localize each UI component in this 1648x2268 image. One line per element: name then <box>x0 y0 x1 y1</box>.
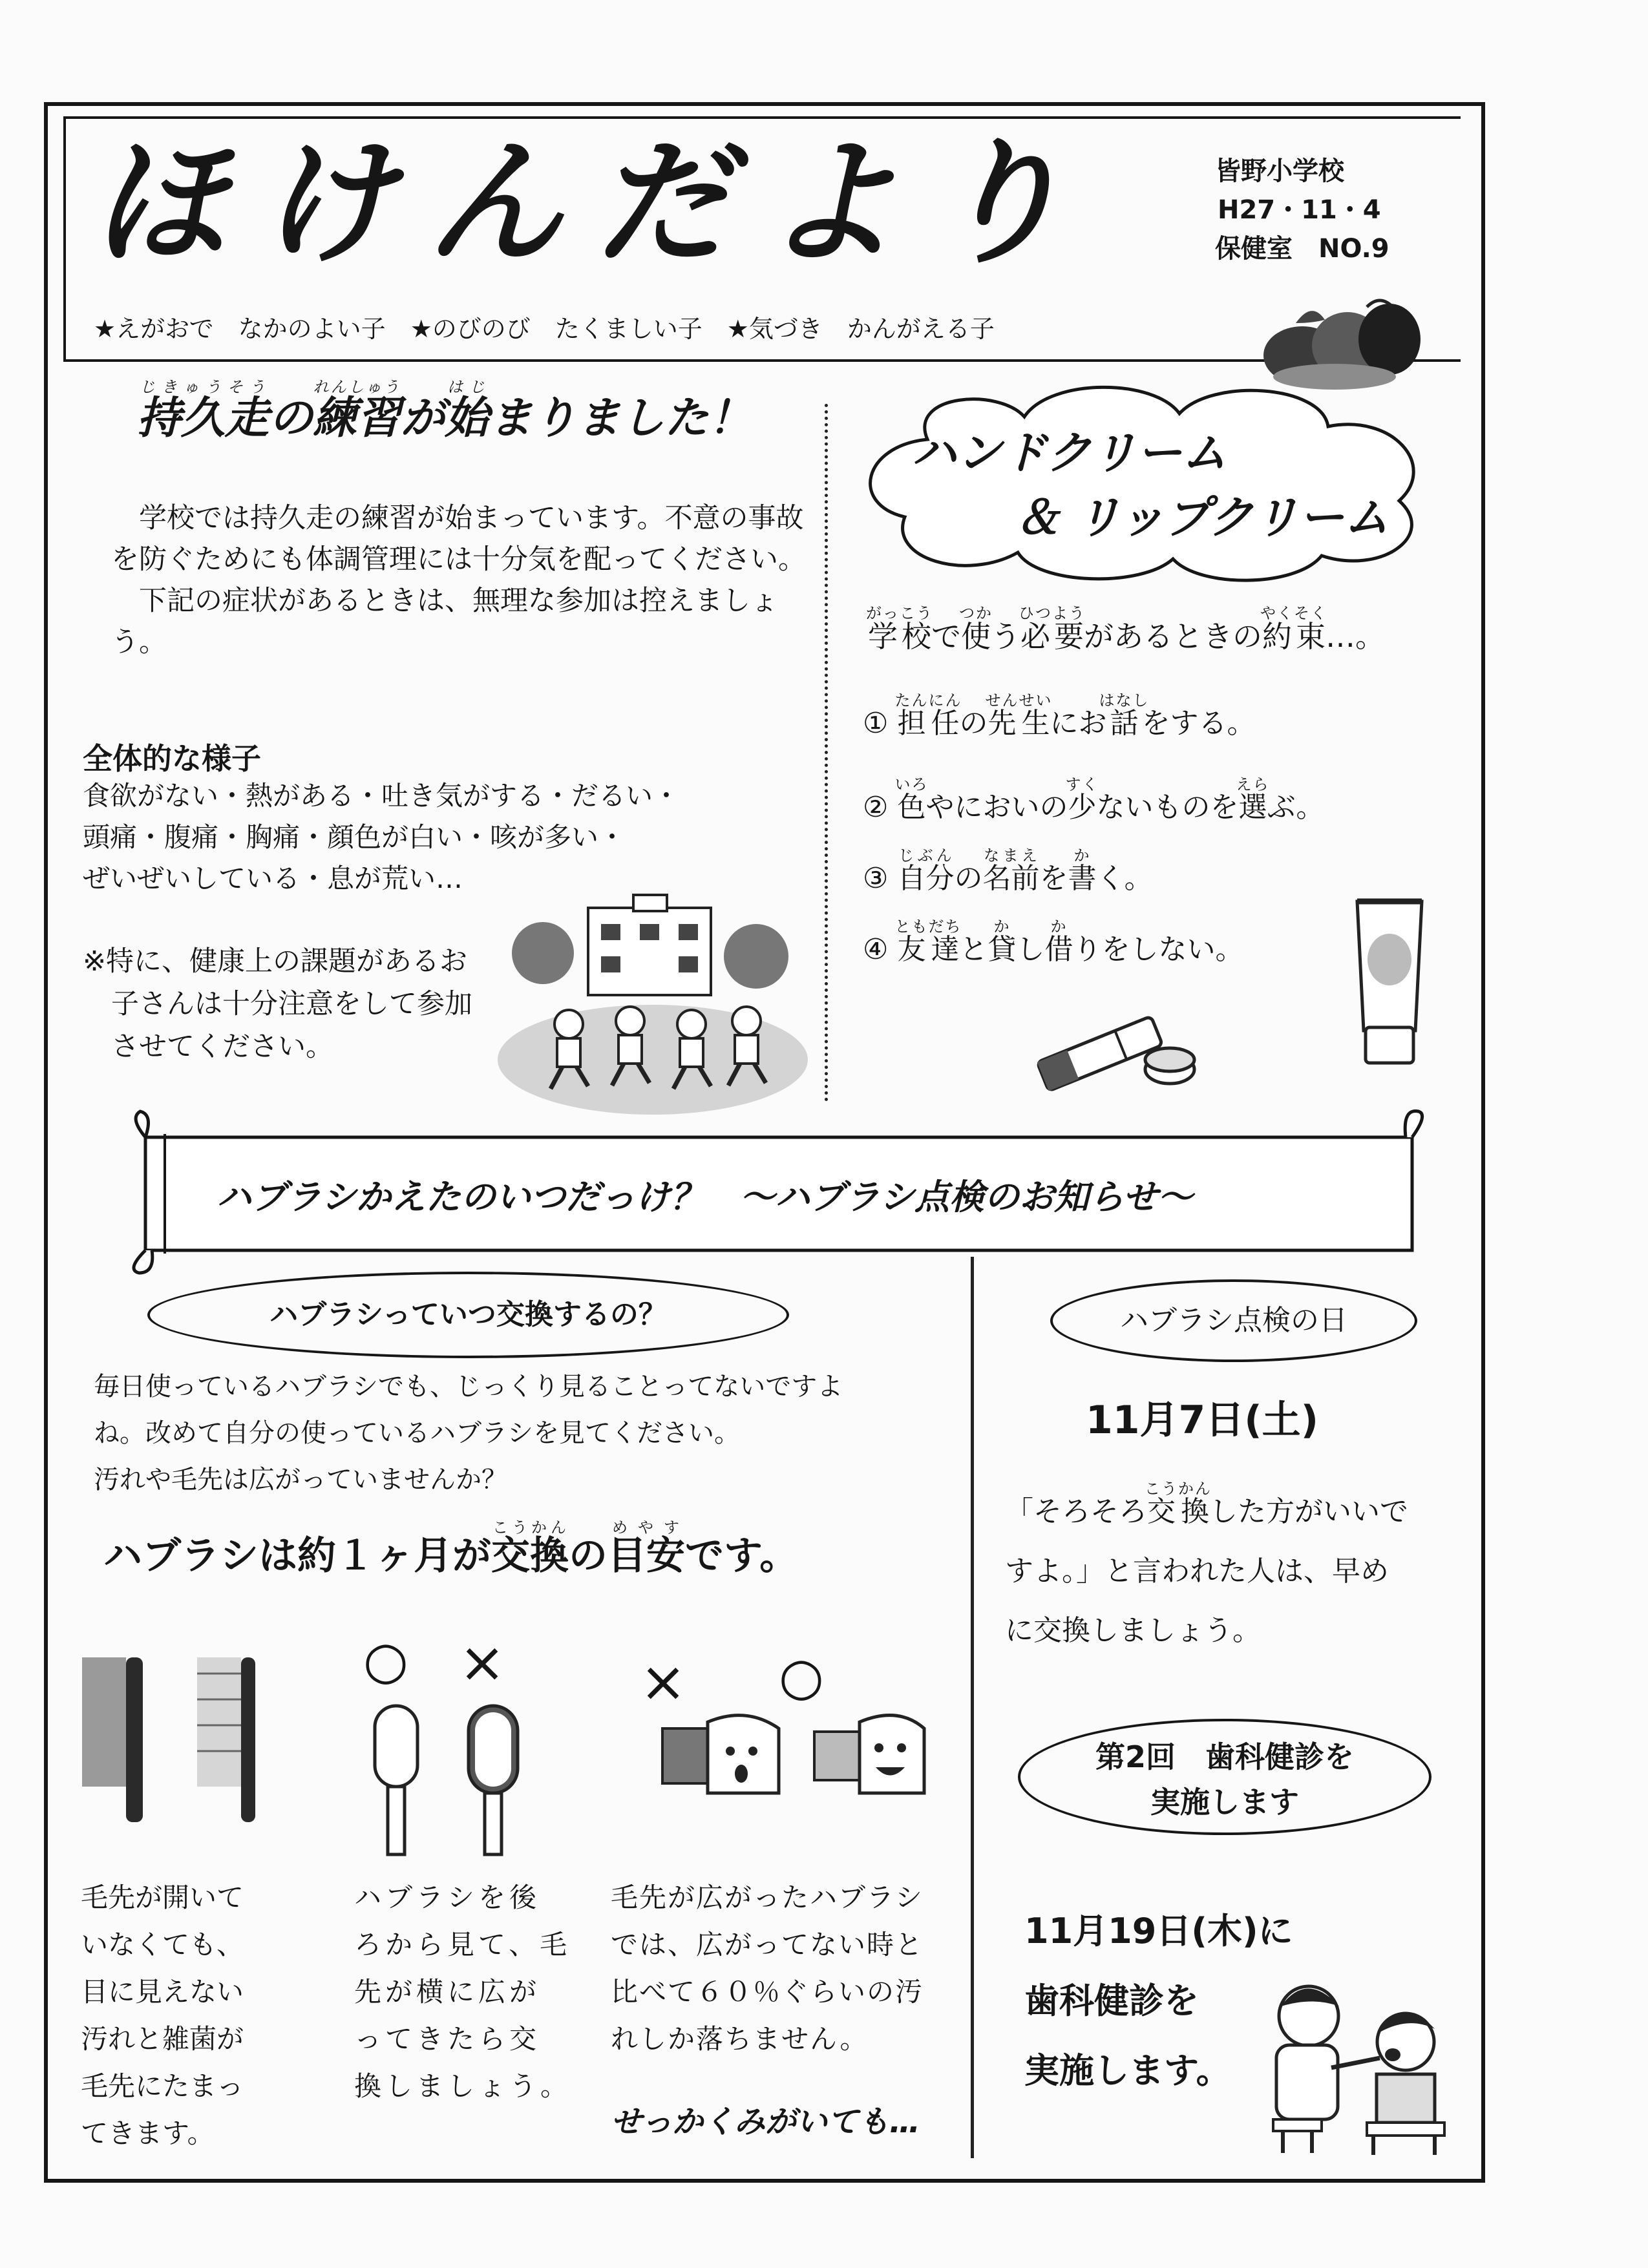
intro-line: 汚れや毛先は広がっていませんか？ <box>94 1465 507 1495</box>
lip-cream-illustration <box>1031 998 1199 1095</box>
mark-ng-back-view: × <box>459 1630 506 1695</box>
toothbrush-question-oval: ハブラシっていつ交換するの？ <box>147 1272 789 1358</box>
dentist-checkup-illustration <box>1260 1977 1448 2158</box>
dental-oval-line: 第2回 歯科健診を <box>1095 1739 1354 1774</box>
ruby-word: 使つか <box>959 604 993 654</box>
issue-date: H27・11・4 <box>1218 195 1381 225</box>
dental-checkup-text <box>1024 1896 1293 2106</box>
cloud-title-line1: ハンドクリーム <box>911 426 1227 479</box>
col2-line: ハブラシを後 <box>354 1882 541 1913</box>
dental-line: 実施します。 <box>1024 2050 1231 2091</box>
ruby-word: 話はなし <box>1099 691 1150 740</box>
newsletter-title: ほけんだより <box>90 124 1099 282</box>
col3-line: では、広がってない時と <box>611 1929 924 1960</box>
col1-line: てきます。 <box>81 2117 215 2149</box>
symptoms-list <box>83 775 680 899</box>
cream-rule-item: ④ 友達ともだちと貸かし借かりをしない。 <box>863 918 1244 966</box>
fruit-basket-illustration <box>1257 294 1425 391</box>
dental-oval-line: 実施します <box>1150 1785 1299 1820</box>
ruby-word: 交換こうかん <box>1145 1480 1212 1528</box>
column-divider-bottom <box>971 1257 974 2158</box>
ruby-word: 少すく <box>1065 775 1099 824</box>
col3-line: 毛先が広がったハブラシ <box>611 1882 924 1913</box>
inspection-text <box>1005 1480 1408 1661</box>
intro-line: ね。改めて自分の使っているハブラシを見てください。 <box>94 1418 740 1448</box>
rule-number: ③ <box>863 862 889 895</box>
rule-number: ② <box>863 791 889 824</box>
inspection-line: すよ。」と言われた人は、早め <box>1005 1555 1389 1588</box>
hand-cream-tube-illustration <box>1347 898 1431 1069</box>
ruby-word: 約束やくそく <box>1260 604 1327 654</box>
inspection-line: に交換しましょう。 <box>1005 1614 1261 1647</box>
toothbrush-back-view-illustration <box>368 1703 540 1858</box>
ruby-word: 自分じぶん <box>897 846 955 895</box>
col3-line: 比べて６０％ぐらいの汚 <box>611 1976 924 2008</box>
school-name: 皆野小学校 <box>1215 156 1344 186</box>
ruby-word: 始はじ <box>445 378 489 444</box>
dental-checkup-oval <box>1018 1719 1431 1835</box>
inspection-line: 「そろそろ交換こうかんした方がいいで <box>1005 1480 1408 1528</box>
mark-ng-teeth: × <box>640 1650 687 1714</box>
ruby-word: 担任たんにん <box>894 691 962 740</box>
teeth-brushing-illustration <box>656 1709 927 1812</box>
symptoms-line: 頭痛・腹痛・胸痛・顔色が白い・咳が多い・ <box>83 821 626 853</box>
cream-rule-item: ① 担任たんにんの先生せんせいにお話はなしをする。 <box>863 691 1256 740</box>
ruby-word: 色いろ <box>894 775 929 824</box>
ruby-word: 選えら <box>1236 775 1270 824</box>
dental-line: 11月19日(木)に <box>1024 1911 1293 1951</box>
mark-ok-back-view: ○ <box>363 1630 408 1690</box>
inspection-oval: ハブラシ点検の日 <box>1050 1279 1417 1362</box>
toothbrush-column-2 <box>354 1874 571 2110</box>
ruby-word: 書か <box>1068 846 1097 895</box>
column-divider-top <box>825 404 828 1102</box>
header-info <box>1215 152 1389 268</box>
rule-number: ① <box>863 707 889 740</box>
ruby-word: 目安めやす <box>607 1518 685 1579</box>
ruby-word: 持久走じきゅうそう <box>137 378 269 444</box>
marathon-text <box>111 498 809 663</box>
toothbrush-column-1 <box>81 1874 244 2157</box>
school-motto: ★えがおで なかのよい子 ★のびのび たくましい子 ★気づき かんがえる子 <box>94 315 995 343</box>
school-running-illustration <box>491 895 814 1118</box>
col2-line: ろから見て、毛 <box>354 1929 571 1960</box>
col1-line: 目に見えない <box>81 1976 244 2008</box>
cloud-title-line2: ＆ リップクリーム <box>1015 491 1389 544</box>
col3-line: れしか落ちません。 <box>611 2023 869 2055</box>
toothbrush-column-3-emphasis: せっかくみがいても… <box>611 2104 921 2140</box>
ruby-word: 借か <box>1044 918 1073 966</box>
marathon-paragraph: 下記の症状があるときは、無理な参加は控えましょう。 <box>111 585 778 658</box>
issue-number: 保健室 NO.9 <box>1215 234 1389 264</box>
ruby-word: 貸か <box>988 918 1017 966</box>
dental-line: 歯科健診を <box>1024 1980 1199 2021</box>
cream-rule-item: ② 色いろやにおいの少すくないものを選えらぶ。 <box>863 775 1325 824</box>
ruby-word: 必要ひつよう <box>1019 604 1086 654</box>
ruby-word: 練習れんしゅう <box>313 378 401 444</box>
rule-number: ④ <box>863 933 889 966</box>
ruby-word: 学校がっこう <box>866 604 933 654</box>
toothbrush-side-view-illustration <box>81 1654 275 1825</box>
col2-line: 換しましょう。 <box>354 2070 572 2102</box>
symptoms-heading: 全体的な様子 <box>83 741 261 776</box>
mark-ok-teeth: ○ <box>779 1646 824 1706</box>
toothbrush-intro <box>94 1363 843 1503</box>
toothbrush-banner-text: ハブラシかえたのいつだっけ？ ～ハブラシ点検のお知らせ～ <box>217 1177 1193 1217</box>
symptoms-line: 食欲がない・熱がある・吐き気がする・だるい・ <box>83 780 681 812</box>
toothbrush-column-3 <box>611 1874 924 2063</box>
ruby-word: 名前なまえ <box>982 846 1040 895</box>
replacement-guideline: ハブラシは約１ヶ月が交換こうかんの目安めやすです。 <box>103 1518 799 1579</box>
ruby-word: 友達ともだち <box>894 918 962 966</box>
col1-line: 毛先にたまっ <box>81 2070 244 2102</box>
symptoms-line: ぜいぜいしている・息が荒い… <box>83 863 463 894</box>
cream-rule-item: ③ 自分じぶんの名前なまえを書かく。 <box>863 846 1153 895</box>
ruby-word: 交換こうかん <box>491 1518 569 1579</box>
col2-line: 先が横に広が <box>354 1976 541 2008</box>
ruby-word: 先生せんせい <box>985 691 1053 740</box>
marathon-heading: 持久走じきゅうそうの練習れんしゅうが始はじまりました！ <box>137 378 753 444</box>
promise-heading: 学校がっこうで使つかう必要ひつようがあるときの約束やくそく…。 <box>866 604 1385 654</box>
marathon-note: ※特に、健康上の課題があるお子さんは十分注意をして参加させてください。 <box>83 945 472 1063</box>
col1-line: いなくても、 <box>81 1929 244 1960</box>
col1-line: 毛先が開いて <box>81 1882 244 1913</box>
col1-line: 汚れと雑菌が <box>81 2023 244 2055</box>
intro-line: 毎日使っているハブラシでも、じっくり見ることってないですよ <box>94 1372 843 1402</box>
marathon-paragraph: 学校では持久走の練習が始まっています。不意の事故を防ぐためにも体調管理には十分気を配ってください。 <box>111 502 806 576</box>
col2-line: ってきたら交 <box>354 2023 541 2055</box>
inspection-date: 11月7日(土) <box>1086 1398 1319 1443</box>
